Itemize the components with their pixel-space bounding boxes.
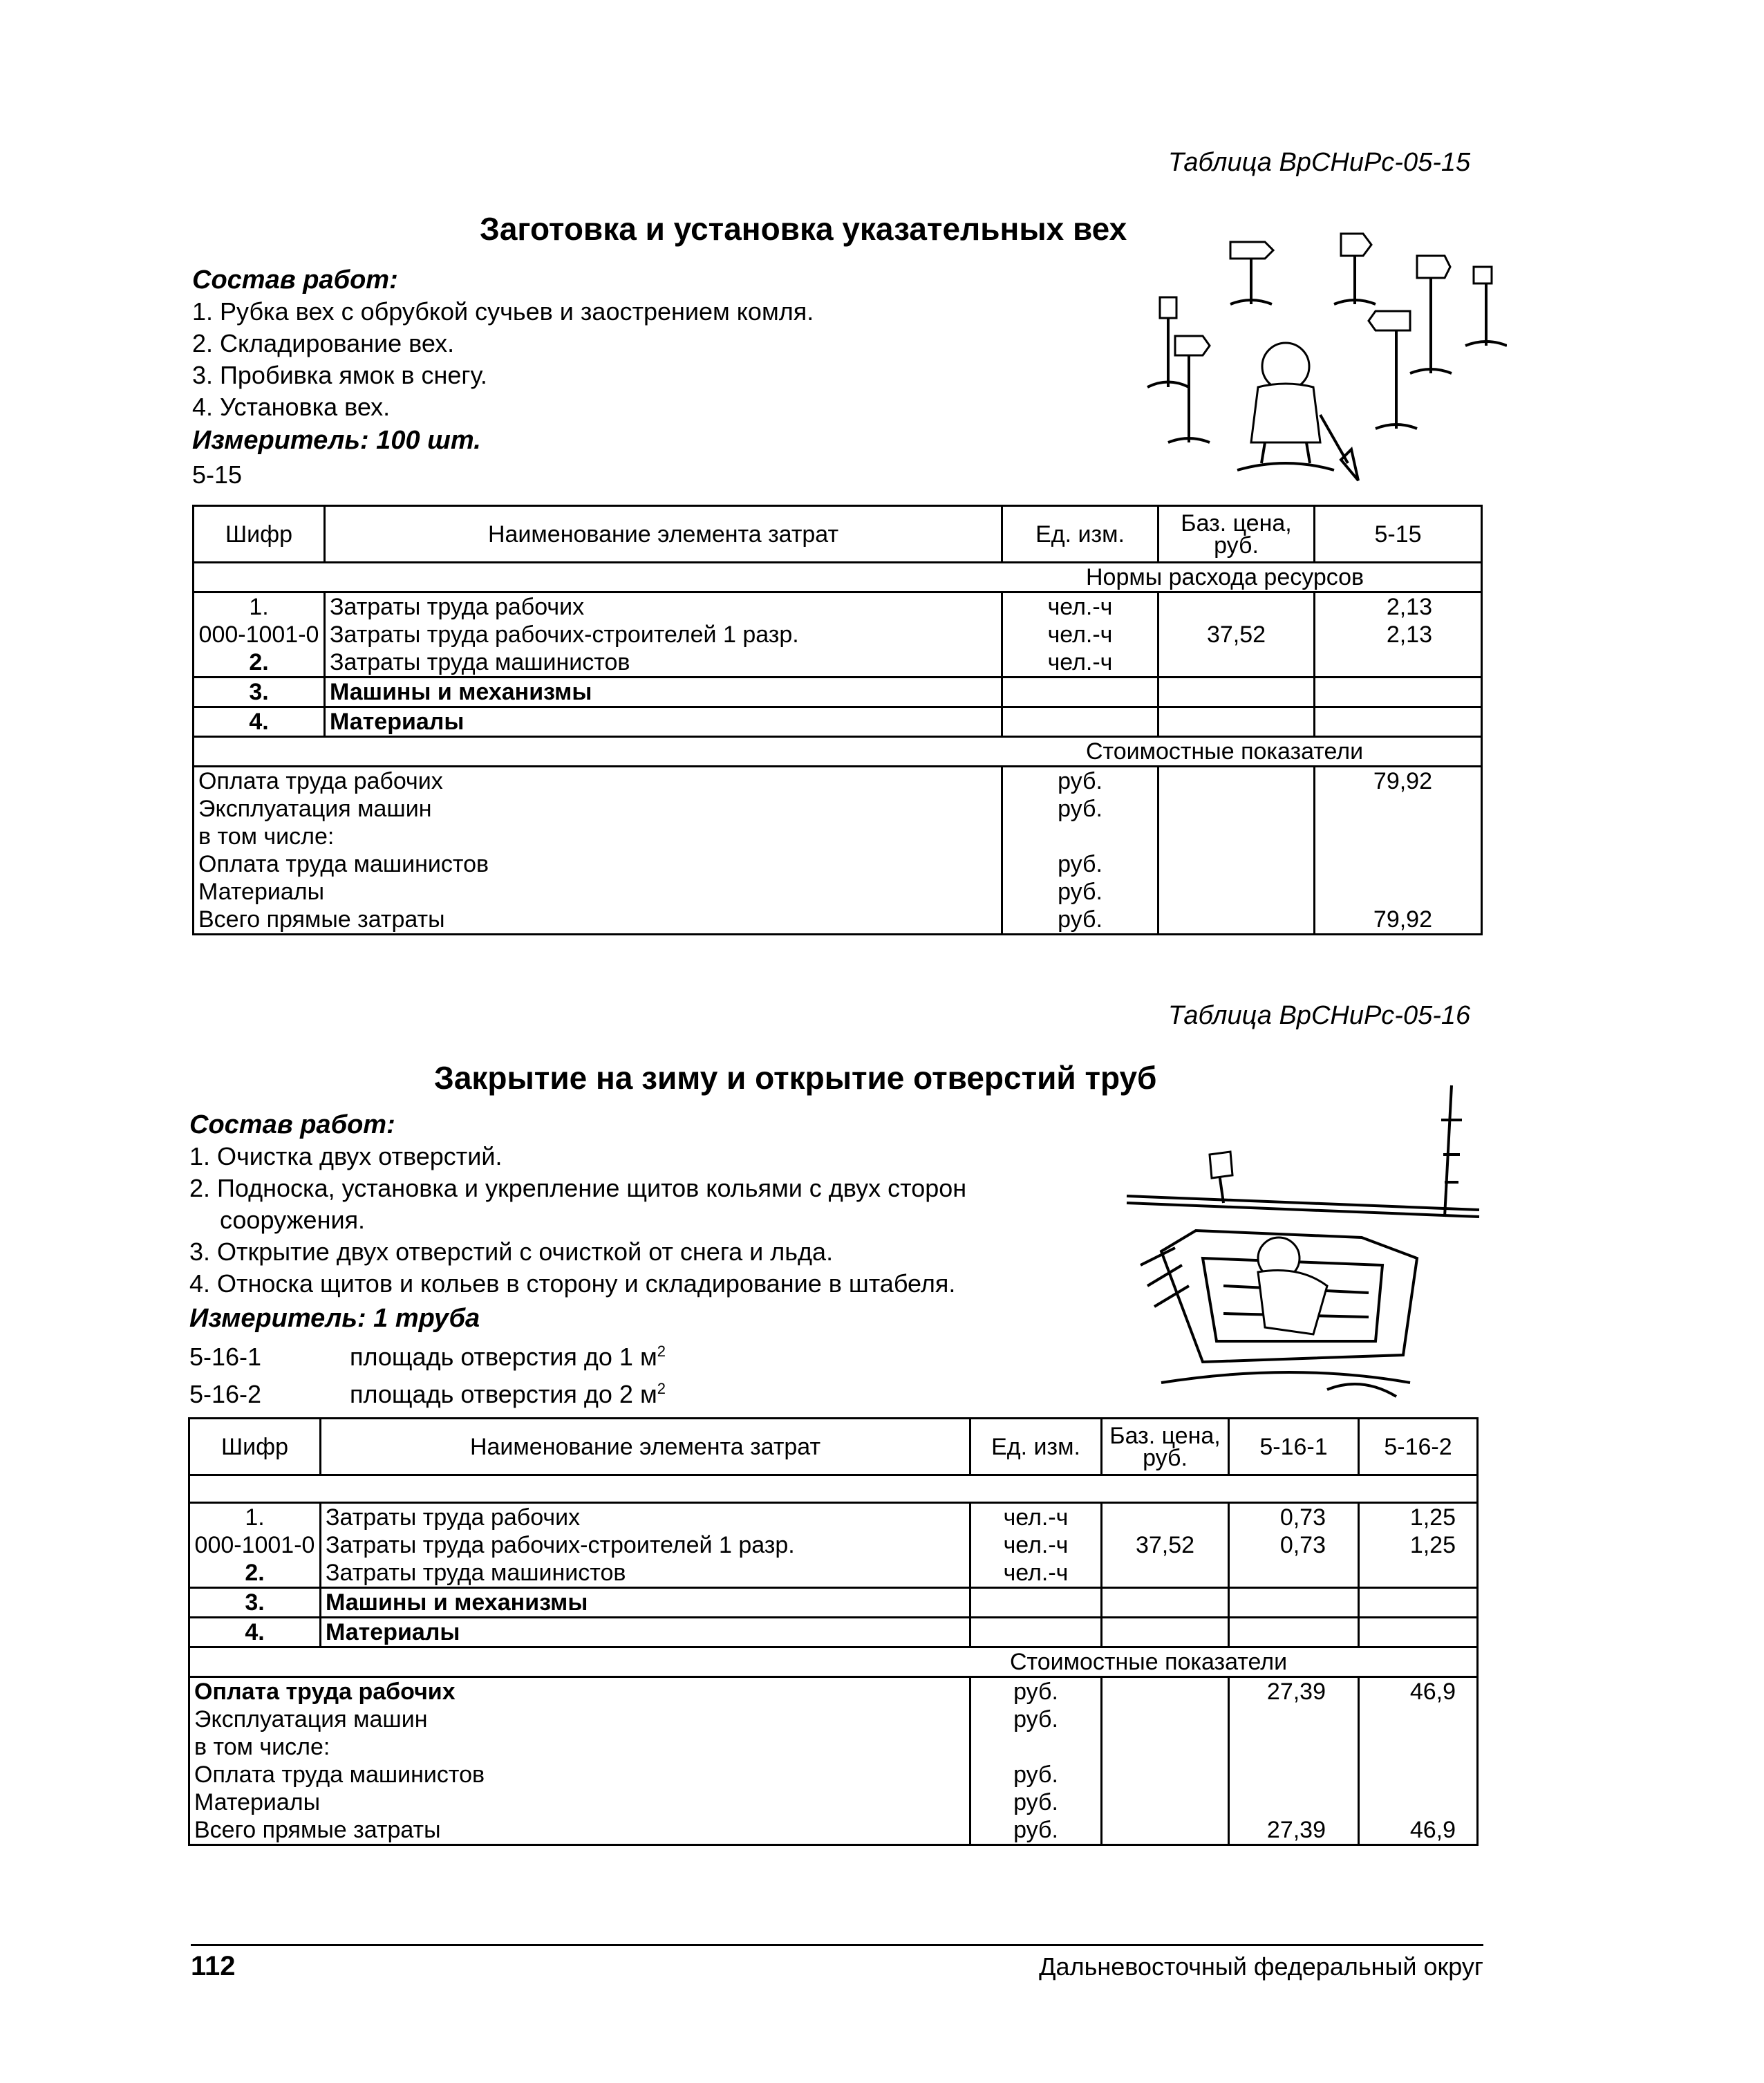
cost-name: в том числе: (194, 823, 1002, 850)
norms-table-05-16 (188, 1417, 1479, 1846)
code-item-sup: 2 (657, 1343, 666, 1360)
cost-name: в том числе: (189, 1733, 970, 1761)
row-value: 2,13 (1315, 592, 1482, 622)
cost-unit: руб. (970, 1706, 1102, 1733)
row-name: Затраты труда машинистов (321, 1559, 970, 1588)
row-unit: чел.-ч (970, 1559, 1102, 1588)
row-value-1: 0,73 (1229, 1503, 1359, 1532)
work-item: 2. Подноска, установка и укрепление щитов кольями с двух сторон (189, 1174, 967, 1202)
cost-name: Оплата труда машинистов (189, 1761, 970, 1788)
cost-name: Оплата труда рабочих (189, 1677, 970, 1706)
cost-value-2 (1359, 1761, 1478, 1788)
header-unit: Ед. изм. (1002, 506, 1158, 563)
row-name: Материалы (321, 1618, 970, 1647)
row-code: 3. (189, 1588, 321, 1618)
footer-region: Дальневосточный федеральный округ (1039, 1952, 1483, 1981)
row-name: Затраты труда рабочих-строителей 1 разр. (325, 621, 1002, 648)
code-list (189, 1336, 666, 1410)
work-item: 1. Очистка двух отверстий. (189, 1142, 503, 1170)
row-name: Материалы (325, 707, 1002, 737)
cost-value-2: 46,9 (1359, 1677, 1478, 1706)
cost-unit: руб. (1002, 767, 1158, 796)
cost-value (1315, 878, 1482, 906)
header-name: Наименование элемента затрат (321, 1419, 970, 1475)
work-item: 3. Пробивка ямок в снегу. (192, 361, 487, 389)
work-list (189, 1141, 966, 1300)
norms-table-05-15 (192, 505, 1483, 935)
row-price: 37,52 (1158, 621, 1315, 648)
header-price (1158, 506, 1315, 563)
work-item: 4. Установка вех. (192, 393, 391, 421)
code-item (189, 1373, 666, 1410)
row-value-1 (1229, 1559, 1359, 1588)
cost-name: Материалы (189, 1788, 970, 1816)
row-name: Затраты труда рабочих-строителей 1 разр. (321, 1531, 970, 1559)
cost-value (1315, 850, 1482, 878)
code-item (189, 1336, 666, 1373)
row-price (1158, 648, 1315, 678)
row-price (1102, 1503, 1229, 1532)
cost-value-1 (1229, 1761, 1359, 1788)
row-code: 1. (194, 592, 325, 622)
code-item-sup: 2 (657, 1380, 666, 1397)
cost-value: 79,92 (1315, 767, 1482, 796)
code-item-code: 5-16-2 (189, 1380, 262, 1408)
header-price-line2: руб. (1143, 1444, 1188, 1471)
cost-value (1315, 823, 1482, 850)
row-code: 000-1001-0 (189, 1531, 321, 1559)
work-list (192, 296, 814, 423)
row-unit: чел.-ч (970, 1503, 1102, 1532)
table-label: Таблица ВрСНиРс-05-16 (1168, 1001, 1471, 1030)
cost-name: Эксплуатация машин (189, 1706, 970, 1733)
row-code: 2. (194, 648, 325, 678)
cost-caption: Стоимостные показатели (189, 1647, 1478, 1677)
work-item: 1. Рубка вех с обрубкой сучьев и заострением комля. (192, 297, 814, 326)
code-item-code: 5-16-1 (189, 1343, 262, 1371)
cost-unit (970, 1733, 1102, 1761)
code-item-desc: площадь отверстия до 1 м (350, 1343, 657, 1371)
work-item: сооружения. (220, 1206, 366, 1234)
row-code: 3. (194, 678, 325, 707)
header-unit: Ед. изм. (970, 1419, 1102, 1475)
section-title: Закрытие на зиму и открытие отверстий труб (434, 1060, 1157, 1096)
cost-name: Оплата труда рабочих (194, 767, 1002, 796)
cost-value (1315, 795, 1482, 823)
row-name: Затраты труда рабочих (325, 592, 1002, 622)
cost-unit: руб. (1002, 878, 1158, 906)
header-code: Шифр (194, 506, 325, 563)
header-price-line2: руб. (1214, 532, 1259, 559)
row-unit: чел.-ч (1002, 592, 1158, 622)
row-price: 37,52 (1102, 1531, 1229, 1559)
cost-value-1: 27,39 (1229, 1677, 1359, 1706)
row-value (1315, 648, 1482, 678)
row-value: 2,13 (1315, 621, 1482, 648)
row-value-1: 0,73 (1229, 1531, 1359, 1559)
row-code: 000-1001-0 (194, 621, 325, 648)
cost-unit: руб. (970, 1788, 1102, 1816)
row-value-2: 1,25 (1359, 1503, 1478, 1532)
row-code: 1. (189, 1503, 321, 1532)
cost-name: Всего прямые затраты (194, 906, 1002, 935)
row-unit: чел.-ч (1002, 621, 1158, 648)
header-col2: 5-16-2 (1359, 1419, 1478, 1475)
row-unit: чел.-ч (970, 1531, 1102, 1559)
culvert-illustration (1120, 1078, 1493, 1403)
code-item-desc: площадь отверстия до 2 м (350, 1380, 657, 1408)
code-line: 5-15 (192, 460, 243, 489)
measure-line: Измеритель: 1 труба (189, 1304, 480, 1333)
norms-caption: Нормы расхода ресурсов (194, 563, 1482, 592)
row-code: 4. (194, 707, 325, 737)
cost-value-2 (1359, 1788, 1478, 1816)
row-price (1102, 1559, 1229, 1588)
row-value-2 (1359, 1559, 1478, 1588)
cost-value: 79,92 (1315, 906, 1482, 935)
header-name: Наименование элемента затрат (325, 506, 1002, 563)
work-heading: Состав работ: (192, 265, 398, 295)
cost-value-2 (1359, 1706, 1478, 1733)
cost-name: Оплата труда машинистов (194, 850, 1002, 878)
marker-poles-illustration (1120, 214, 1507, 491)
cost-value-2: 46,9 (1359, 1816, 1478, 1845)
cost-unit: руб. (970, 1816, 1102, 1845)
page-number: 112 (191, 1951, 236, 1981)
cost-unit: руб. (1002, 850, 1158, 878)
work-item: 4. Относка щитов и кольев в сторону и складирование в штабеля. (189, 1269, 956, 1298)
cost-unit: руб. (1002, 906, 1158, 935)
cost-value-1 (1229, 1706, 1359, 1733)
header-price-line1: Баз. цена, (1109, 1422, 1221, 1449)
cost-caption: Стоимостные показатели (194, 737, 1482, 767)
header-col1: 5-16-1 (1229, 1419, 1359, 1475)
cost-unit (1002, 823, 1158, 850)
section-title: Заготовка и установка указательных вех (480, 211, 1127, 247)
row-code: 4. (189, 1618, 321, 1647)
cost-unit: руб. (970, 1677, 1102, 1706)
cost-value-2 (1359, 1733, 1478, 1761)
header-code: Шифр (189, 1419, 321, 1475)
work-item: 2. Складирование вех. (192, 329, 455, 357)
row-value-2: 1,25 (1359, 1531, 1478, 1559)
work-heading: Состав работ: (189, 1110, 395, 1139)
cost-value-1 (1229, 1733, 1359, 1761)
header-price-line1: Баз. цена, (1181, 510, 1292, 536)
row-name: Затраты труда машинистов (325, 648, 1002, 678)
cost-value-1 (1229, 1788, 1359, 1816)
work-item: 3. Открытие двух отверстий с очисткой от снега и льда. (189, 1237, 834, 1266)
row-name: Машины и механизмы (321, 1588, 970, 1618)
header-col1: 5-15 (1315, 506, 1482, 563)
row-code: 2. (189, 1559, 321, 1588)
footer-rule (191, 1944, 1483, 1946)
row-name: Затраты труда рабочих (321, 1503, 970, 1532)
row-name: Машины и механизмы (325, 678, 1002, 707)
table-label: Таблица ВрСНиРс-05-15 (1168, 148, 1471, 177)
cost-name: Эксплуатация машин (194, 795, 1002, 823)
cost-value-1: 27,39 (1229, 1816, 1359, 1845)
row-price (1158, 592, 1315, 622)
cost-unit: руб. (1002, 795, 1158, 823)
row-unit: чел.-ч (1002, 648, 1158, 678)
cost-unit: руб. (970, 1761, 1102, 1788)
cost-name: Материалы (194, 878, 1002, 906)
cost-name: Всего прямые затраты (189, 1816, 970, 1845)
measure-line: Измеритель: 100 шт. (192, 426, 481, 455)
header-price (1102, 1419, 1229, 1475)
